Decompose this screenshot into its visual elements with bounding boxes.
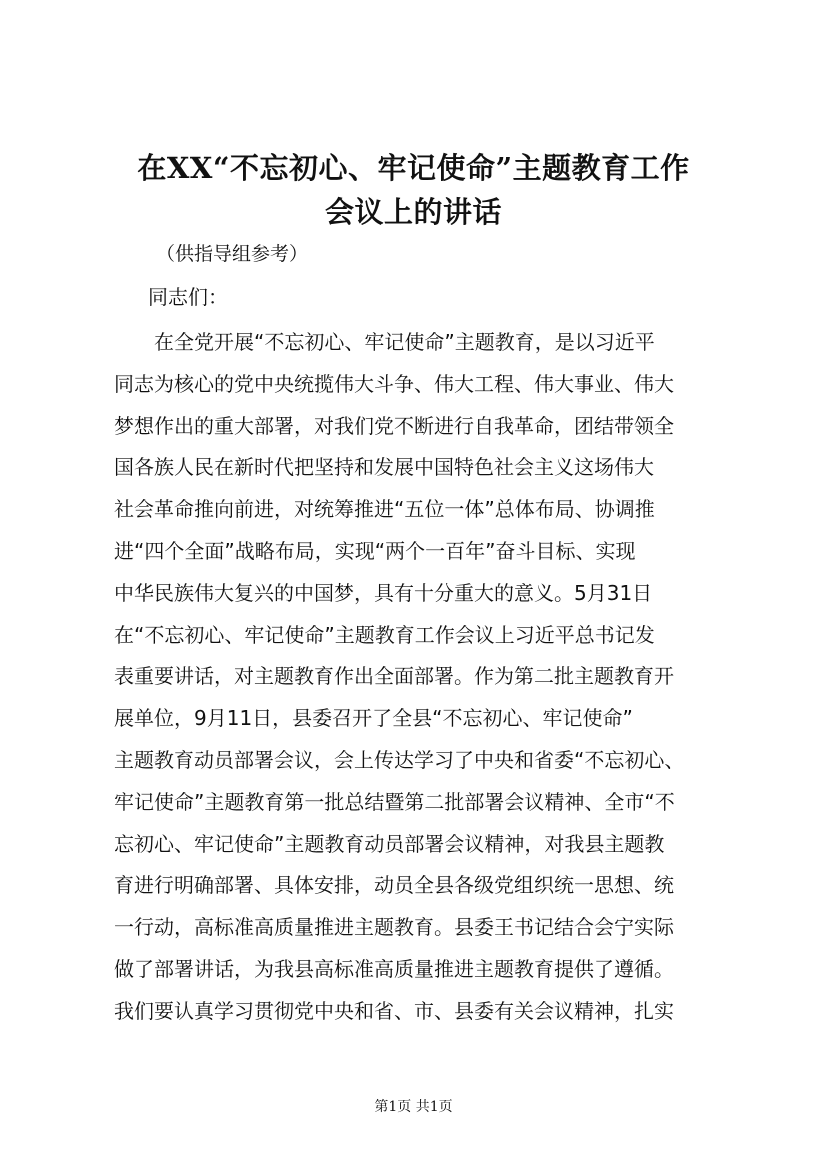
body-line: 同志为核心的党中央统揽伟大斗争、伟大工程、伟大事业、伟大 xyxy=(114,371,674,396)
page-footer: 第1页 共1页 xyxy=(374,1099,453,1115)
body-line: 牢记使命”主题教育第一批总结暨第二批部署会议精神、全市“不 xyxy=(114,789,675,814)
body-line: 表重要讲话，对主题教育作出全面部署。作为第二批主题教育开 xyxy=(114,664,674,689)
body-text xyxy=(114,322,744,1033)
body-line: 忘初心、牢记使命”主题教育动员部署会议精神，对我县主题教 xyxy=(114,831,665,856)
body-line: 我们要认真学习贯彻党中央和省、市、县委有关会议精神，扎实 xyxy=(114,998,674,1023)
document-title-line-2: 会议上的讲话 xyxy=(324,195,502,229)
body-line: 在全党开展“不忘初心、牢记使命”主题教育，是以习近平 xyxy=(114,330,655,354)
body-line: 展单位，9月11日，县委召开了全县“不忘初心、牢记使命” xyxy=(114,706,633,731)
body-line: 社会革命推向前进，对统筹推进“五位一体”总体布局、协调推 xyxy=(114,497,655,522)
document-title-line-1: 在XX“不忘初心、牢记使命”主题教育工作 xyxy=(137,151,690,185)
body-line: 梦想作出的重大部署，对我们党不断进行自我革命，团结带领全 xyxy=(114,413,674,438)
body-line: 中华民族伟大复兴的中国梦，具有十分重大的意义。5月31日 xyxy=(114,580,653,605)
salutation: 同志们： xyxy=(148,285,228,309)
body-line: 一行动，高标准高质量推进主题教育。县委王书记结合会宁实际 xyxy=(114,915,674,940)
body-line: 国各族人民在新时代把坚持和发展中国特色社会主义这场伟大 xyxy=(114,455,654,480)
body-line: 进“四个全面”战略布局，实现“两个一百年”奋斗目标、实现 xyxy=(114,538,636,563)
body-line: 主题教育动员部署会议，会上传达学习了中央和省委“不忘初心、 xyxy=(114,747,685,772)
body-line: 育进行明确部署、具体安排，动员全县各级党组织统一思想、统 xyxy=(114,873,674,898)
body-line: 做了部署讲话，为我县高标准高质量推进主题教育提供了遵循。 xyxy=(114,956,674,981)
document-note: （供指导组参考） xyxy=(156,243,309,265)
body-line: 在“不忘初心、牢记使命”主题教育工作会议上习近平总书记发 xyxy=(114,622,655,647)
